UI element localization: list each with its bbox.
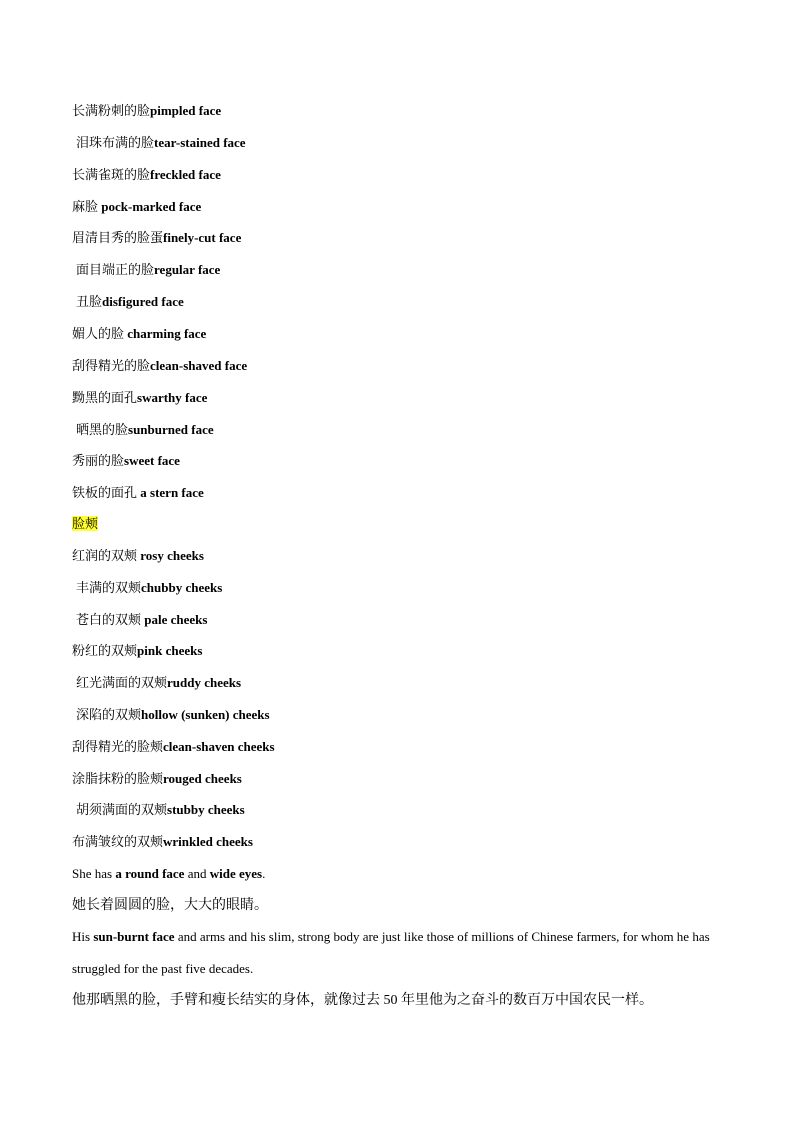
vocab-english: regular face <box>154 262 221 278</box>
vocab-english: a stern face <box>140 485 204 501</box>
vocab-english: disfigured face <box>102 294 184 310</box>
vocab-entry <box>72 450 180 472</box>
vocab-chinese: 丑脸 <box>76 294 103 310</box>
vocab-english: freckled face <box>150 166 221 182</box>
vocab-english: pink cheeks <box>137 643 203 659</box>
vocab-entry <box>72 768 242 790</box>
vocab-entry <box>72 100 221 122</box>
vocab-chinese: 刮得精光的脸 <box>72 357 151 373</box>
vocab-entry <box>72 831 253 853</box>
vocab-entry <box>76 704 270 726</box>
vocab-entry <box>76 609 207 631</box>
vocab-entry <box>72 387 207 409</box>
vocab-entry <box>72 164 221 186</box>
vocab-chinese: 红润的双颊 <box>72 548 141 563</box>
vocab-chinese: 粉红的双颊 <box>72 643 138 659</box>
vocab-english: chubby cheeks <box>141 579 223 595</box>
vocab-entry <box>76 259 220 281</box>
vocab-chinese: 胡须满面的双颊 <box>76 802 168 818</box>
example-1-text: She has <box>72 866 116 881</box>
vocab-english: pale cheeks <box>144 611 208 627</box>
vocab-english: hollow (sunken) cheeks <box>141 707 270 722</box>
vocab-chinese: 深陷的双颊 <box>76 707 142 722</box>
vocab-chinese: 苍白的双颊 <box>76 611 145 627</box>
example-2-text: and arms and his slim, strong body are just like those of millions of Chinese farmers, for whom he has struggled for the past five decades. <box>72 929 710 976</box>
vocab-english: tear-stained face <box>154 134 246 150</box>
vocab-entry <box>72 323 206 345</box>
vocab-chinese: 刮得精光的脸颊 <box>72 738 164 754</box>
vocab-entry <box>76 577 222 599</box>
example-2-chinese: 他那晒黑的脸，手臂和瘦长结实的身体，就像过去 50 年里他为之奋斗的数百万中国农民一样。 <box>72 993 653 1008</box>
vocab-chinese: 媚人的脸 <box>72 325 128 341</box>
vocab-english: finely-cut face <box>163 230 242 246</box>
vocab-entry <box>72 736 275 758</box>
example-1-english <box>72 863 265 885</box>
vocab-chinese: 长满粉刺的脸 <box>72 103 151 118</box>
vocab-entry <box>72 482 204 504</box>
vocab-chinese: 布满皱纹的双颊 <box>72 834 164 850</box>
example-2-text: His <box>72 929 94 944</box>
vocab-english: rosy cheeks <box>140 548 204 563</box>
vocab-english: clean-shaven cheeks <box>163 738 275 754</box>
cheeks-heading <box>72 513 98 535</box>
example-1-bold-phrase: wide eyes <box>209 866 263 881</box>
vocab-english: sunburned face <box>128 421 214 437</box>
vocab-entry <box>76 291 184 313</box>
vocab-entry <box>72 640 202 662</box>
vocab-english: charming face <box>127 325 207 341</box>
vocab-entry <box>72 545 204 567</box>
example-1-text: . <box>262 866 266 881</box>
vocab-chinese: 秀丽的脸 <box>72 453 125 469</box>
vocab-entry <box>76 419 214 441</box>
vocab-english: pock-marked face <box>101 198 202 214</box>
vocab-english: clean-shaved face <box>150 357 248 373</box>
vocab-english: stubby cheeks <box>167 802 245 818</box>
cheeks-heading-text: 脸颊 <box>72 516 99 531</box>
vocab-entry <box>72 196 201 218</box>
vocab-english: swarthy face <box>137 389 208 405</box>
example-2-bold-phrase: sun-burnt face <box>93 929 175 944</box>
vocab-entry <box>76 799 245 821</box>
vocab-chinese: 晒黑的脸 <box>76 421 129 437</box>
example-1-chinese: 她长着圆圆的脸，大大的眼睛。 <box>72 898 268 913</box>
vocab-entry <box>72 355 247 377</box>
vocab-chinese: 麻脸 <box>72 198 102 214</box>
vocab-chinese: 长满雀斑的脸 <box>72 166 151 182</box>
example-1-text: and <box>184 866 210 881</box>
vocab-english: ruddy cheeks <box>167 675 242 691</box>
vocab-english: sweet face <box>124 453 180 469</box>
vocab-chinese: 泪珠布满的脸 <box>76 134 155 150</box>
vocab-chinese: 面目端正的脸 <box>76 262 155 278</box>
vocab-entry <box>76 672 241 694</box>
example-1-bold-phrase: a round face <box>115 866 185 881</box>
vocab-chinese: 铁板的面孔 <box>72 485 141 501</box>
vocab-entry <box>72 227 241 249</box>
vocab-chinese: 丰满的双颊 <box>76 579 142 595</box>
vocab-english: rouged cheeks <box>163 770 242 786</box>
vocab-chinese: 红光满面的双颊 <box>76 675 168 691</box>
vocab-entry <box>76 132 246 154</box>
vocab-chinese: 黝黑的面孔 <box>72 389 138 405</box>
vocab-english: pimpled face <box>150 103 222 118</box>
vocab-chinese: 眉清目秀的脸蛋 <box>72 230 164 246</box>
vocab-chinese: 涂脂抹粉的脸颊 <box>72 770 164 786</box>
example-2-english <box>72 921 732 985</box>
vocab-english: wrinkled cheeks <box>163 834 253 850</box>
